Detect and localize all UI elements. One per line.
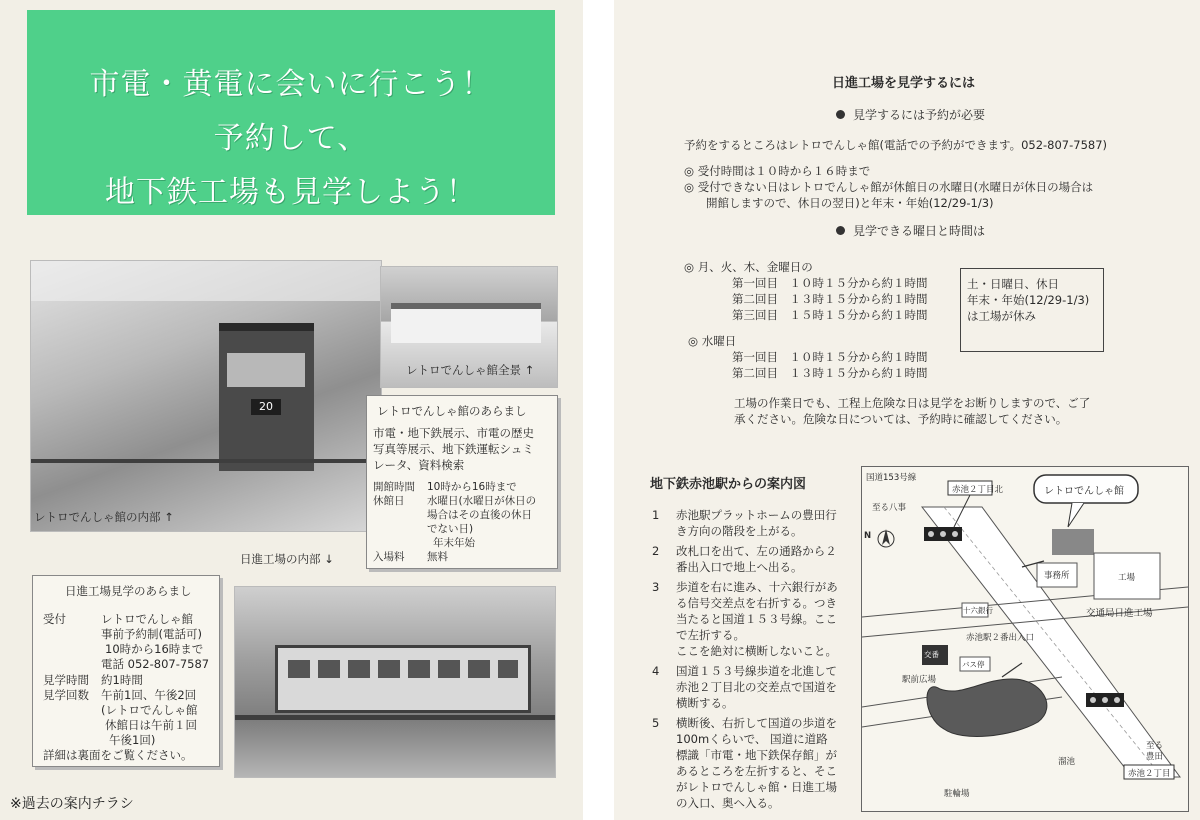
retro-interior-photo bbox=[30, 260, 382, 532]
reception-value-4: 電話 052-807-7587 bbox=[101, 657, 210, 671]
reserve-line: 予約をするところはレトロでんしゃ館(電話での予約ができます。052-807-7587) bbox=[684, 138, 1108, 152]
closed-day-label: 休館日 bbox=[373, 495, 405, 507]
tour-count-value-2: (レトロでんしゃ館 bbox=[101, 703, 198, 717]
wed-time-2: 第二回目 １３時１５分から約１時間 bbox=[732, 366, 928, 380]
right-page bbox=[614, 0, 1200, 820]
step-number: 5 bbox=[652, 716, 660, 730]
map-to-toyota-1: 至る bbox=[1146, 741, 1164, 751]
open-hours-value: 10時から16時まで bbox=[427, 481, 517, 493]
step-number: 2 bbox=[652, 544, 660, 558]
map-factory: 工場 bbox=[1118, 573, 1136, 583]
photo-caption-exterior: レトロでんしゃ館全景 ↑ bbox=[406, 363, 535, 377]
step-line: で左折する。 bbox=[676, 628, 745, 642]
factory-info-box bbox=[32, 575, 220, 767]
headline-line-1: 市電・黄電に会いに行こう！ bbox=[89, 67, 493, 102]
notice-2: 承ください。危険な日については、予約時に確認してください。 bbox=[734, 412, 1068, 426]
closed-days-2: 年末・年始(12/29-1/3) bbox=[967, 293, 1090, 307]
step-line: 横断する。 bbox=[676, 696, 734, 710]
headline-line-2: 予約して、 bbox=[213, 121, 369, 156]
reception-value-2: 事前予約制(電話可) bbox=[101, 627, 202, 641]
closed-day-value-3: でない日) bbox=[427, 523, 474, 535]
map-office: 事務所 bbox=[1044, 571, 1070, 581]
left-page bbox=[0, 0, 583, 820]
days-heading bbox=[836, 224, 985, 239]
tram-car-shape bbox=[219, 323, 314, 471]
step-line: 赤池駅プラットホームの豊田行 bbox=[676, 508, 837, 522]
past-flyer-note: ※過去の案内チラシ bbox=[10, 796, 134, 812]
tour-count-label: 見学回数 bbox=[43, 688, 89, 702]
map-station-plaza: 駅前広場 bbox=[902, 675, 937, 685]
step-number: 3 bbox=[652, 580, 660, 594]
access-map bbox=[861, 466, 1189, 812]
photo-caption-factory: 日進工場の内部 ↓ bbox=[240, 552, 334, 566]
notice-1: 工場の作業日でも、工程上危険な日は見学をお断りしますので、ご了 bbox=[734, 396, 1091, 410]
closed-day-value-4: 年末年始 bbox=[433, 537, 475, 549]
map-pond: 溜池 bbox=[1058, 757, 1076, 767]
map-to-toyota-2: 豊田 bbox=[1146, 752, 1164, 762]
tour-time-value: 約1時間 bbox=[101, 673, 143, 687]
step-line: がレトロでんしゃ館・日進工場 bbox=[676, 780, 837, 794]
step-line: 標識「市電・地下鉄保存館」が bbox=[676, 748, 837, 762]
tour-count-value-3: 休館日は午前１回 bbox=[105, 718, 197, 732]
map-busstop: バス停 bbox=[962, 660, 985, 669]
step-line: 番出入口で地上へ出る。 bbox=[676, 560, 803, 574]
map-exit2: 赤池駅２番出入口 bbox=[966, 633, 1035, 643]
map-to-yagoto: 至る八事 bbox=[872, 503, 907, 513]
subway-car-shape bbox=[275, 645, 531, 713]
step-line: る信号交差点を右折する。つき bbox=[676, 596, 837, 610]
photo-caption-interior: レトロでんしゃ館の内部 ↑ bbox=[34, 510, 174, 524]
step-line: ここを絶対に横断しないこと。 bbox=[676, 644, 837, 658]
page-gap bbox=[583, 0, 614, 820]
weekday-time-3: 第三回目 １５時１５分から約１時間 bbox=[732, 308, 928, 322]
rule-1: ◎ 受付時間は１０時から１６時まで bbox=[684, 164, 871, 178]
map-route-label: 国道153号線 bbox=[866, 473, 917, 483]
map-factory-name: 交通局日進工場 bbox=[1086, 608, 1153, 619]
wed-label: ◎ 水曜日 bbox=[688, 334, 737, 348]
bullet-dot bbox=[836, 226, 845, 235]
weekday-time-1: 第一回目 １０時１５分から約１時間 bbox=[732, 276, 928, 290]
bullet-dot bbox=[836, 110, 845, 119]
retro-desc-2: 写真等展示、地下鉄運転シュミ bbox=[373, 442, 534, 456]
step-line: 国道１５３号線歩道を北進して bbox=[676, 664, 837, 678]
admission-label: 入場料 bbox=[373, 551, 405, 563]
reception-value-3: 10時から16時まで bbox=[105, 642, 204, 656]
guide-title: 地下鉄赤池駅からの案内図 bbox=[650, 477, 807, 492]
headline-banner bbox=[27, 10, 555, 215]
step-line: 当たると国道１５３号線。ここ bbox=[676, 612, 837, 626]
weekday-label: ◎ 月、火、木、金曜日の bbox=[684, 260, 813, 274]
tour-count-value-4: 午後1回) bbox=[109, 733, 156, 747]
reception-value-1: レトロでんしゃ館 bbox=[101, 612, 193, 626]
step-line: き方向の階段を上がる。 bbox=[676, 524, 803, 538]
map-retro-label: レトロでんしゃ館 bbox=[1044, 486, 1124, 497]
step-number: 4 bbox=[652, 664, 660, 678]
reserve-heading bbox=[836, 108, 985, 123]
factory-info-title: 日進工場見学のあらまし bbox=[65, 584, 192, 598]
retro-desc-3: レータ、資料検索 bbox=[373, 458, 465, 472]
map-bike-parking: 駐輪場 bbox=[944, 789, 970, 799]
reception-label: 受付 bbox=[43, 612, 66, 626]
open-hours-label: 開館時間 bbox=[373, 481, 415, 493]
factory-interior-photo bbox=[234, 586, 556, 778]
closed-days-1: 土・日曜日、休日 bbox=[967, 277, 1059, 291]
tram-number: 20 bbox=[251, 399, 281, 415]
map-bank: 十六銀行 bbox=[963, 606, 993, 615]
wed-time-1: 第一回目 １０時１５分から約１時間 bbox=[732, 350, 928, 364]
step-number: 1 bbox=[652, 508, 660, 522]
rule-3: 開館しますので、休日の翌日)と年末・年始(12/29-1/3) bbox=[706, 196, 994, 210]
weekday-time-2: 第二回目 １３時１５分から約１時間 bbox=[732, 292, 928, 306]
days-heading-text: 見学できる曜日と時間は bbox=[853, 224, 986, 238]
headline-line-3: 地下鉄工場も見学しよう！ bbox=[105, 175, 477, 210]
retro-desc-1: 市電・地下鉄展示、市電の歴史 bbox=[373, 426, 534, 440]
step-line: 横断後、右折して国道の歩道を bbox=[676, 716, 837, 730]
closed-days-box bbox=[960, 268, 1104, 352]
reserve-heading-text: 見学するには予約が必要 bbox=[853, 108, 986, 122]
details-footer: 詳細は裏面をご覧ください。 bbox=[43, 748, 193, 762]
closed-day-value-1: 水曜日(水曜日が休日の bbox=[427, 495, 537, 507]
step-line: の入口、奥へ入る。 bbox=[676, 796, 780, 810]
step-line: 赤池２丁目北の交差点で国道を bbox=[676, 680, 837, 694]
map-north: N bbox=[864, 531, 872, 541]
closed-day-value-2: 場合はその直後の休日 bbox=[427, 509, 532, 521]
retro-info-title: レトロでんしゃ館のあらまし bbox=[377, 404, 527, 418]
step-line: 改札口を出て、左の通路から２ bbox=[676, 544, 837, 558]
step-line: あるところを左折すると、そこ bbox=[676, 764, 837, 778]
map-akaike2: 赤池２丁目 bbox=[1128, 769, 1171, 779]
tour-count-value-1: 午前1回、午後2回 bbox=[101, 688, 197, 702]
map-koban: 交番 bbox=[924, 650, 939, 659]
admission-value: 無料 bbox=[427, 551, 448, 563]
retro-info-box bbox=[366, 395, 558, 569]
closed-days-3: は工場が休み bbox=[967, 309, 1036, 323]
step-line: 100mくらいで、 国道に道路 bbox=[676, 732, 828, 746]
tour-title: 日進工場を見学するには bbox=[832, 76, 976, 91]
rule-2: ◎ 受付できない日はレトロでんしゃ館が休館日の水曜日(水曜日が休日の場合は bbox=[684, 180, 1094, 194]
map-akaike2-north: 赤池２丁目北 bbox=[952, 485, 1004, 495]
step-line: 歩道を右に進み、十六銀行があ bbox=[676, 580, 838, 594]
tour-time-label: 見学時間 bbox=[43, 673, 89, 687]
